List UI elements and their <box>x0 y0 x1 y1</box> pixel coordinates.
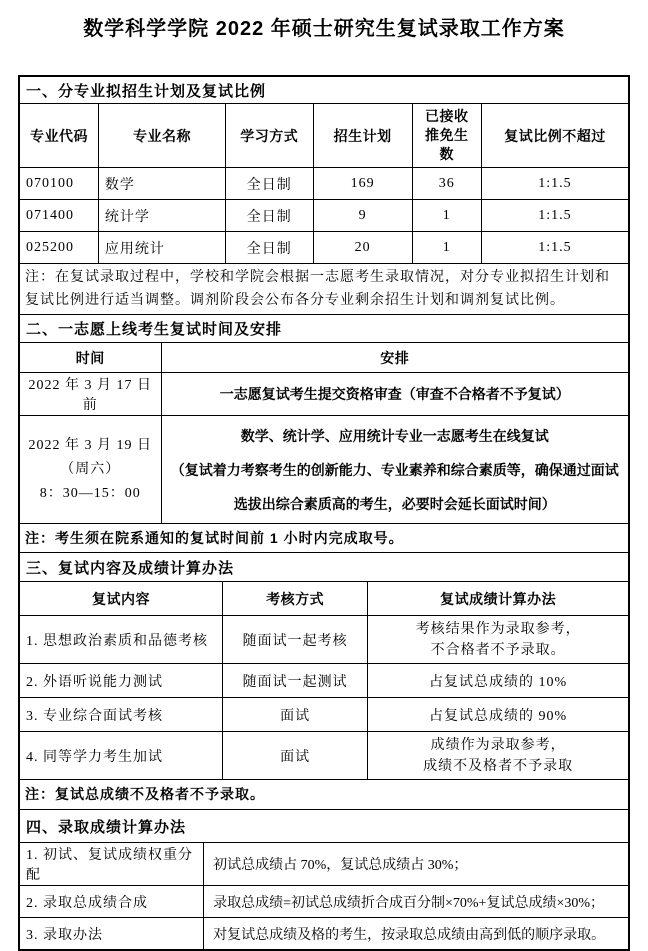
cell-major-name: 数学 <box>98 168 225 200</box>
cell-description: 初试总成绩占 70%，复试总成绩占 30%； <box>204 843 628 886</box>
section1-note: 注：在复试录取过程中，学校和学院会根据一志愿考生录取情况，对分专业拟招生计划和复试比例进行适当调整。调剂阶段会公布各分专业剩余招生计划和调剂复试比例。 <box>20 264 628 315</box>
section3-heading-row <box>20 553 628 582</box>
cell-exempt-accepted: 36 <box>412 168 481 200</box>
table-row <box>20 168 628 200</box>
cell-score-calc: 占复试总成绩的 90% <box>368 698 628 732</box>
cell-retest-ratio: 1:1.5 <box>481 232 628 264</box>
document-body <box>18 75 630 951</box>
cell-score-calc: 占复试总成绩的 10% <box>368 664 628 698</box>
section1-header-row <box>20 104 628 168</box>
col-header-time: 时间 <box>20 343 161 373</box>
cell-description: 录取总成绩=初试总成绩折合成百分制×70%+复试总成绩×30%； <box>204 886 628 918</box>
table-row <box>20 732 628 780</box>
cell-retest-content: 2. 外语听说能力测试 <box>20 664 222 698</box>
score-calc-line: 成绩不及格者不予录取 <box>423 758 574 774</box>
cell-study-mode: 全日制 <box>225 200 313 232</box>
col-header-retest-ratio: 复试比例不超过 <box>481 104 628 168</box>
section3-note-row <box>20 780 628 810</box>
arrangement-line-detail: （复试着力考察考生的创新能力、专业素养和综合素质等，确保通过面试选拔出综合素质高的考生，必要时会延长面试时间） <box>170 461 619 512</box>
section2-header-row <box>20 343 628 373</box>
section1-admission-plan-table <box>20 77 628 315</box>
table-row <box>20 843 628 886</box>
cell-major-name: 应用统计 <box>98 232 225 264</box>
section1-heading-row <box>20 77 628 104</box>
col-header-assess-method: 考核方式 <box>222 582 367 616</box>
col-header-retest-content: 复试内容 <box>20 582 222 616</box>
table-row <box>20 200 628 232</box>
section2-note: 注：考生须在院系通知的复试时间前 1 小时内完成取号。 <box>20 524 628 553</box>
section3-heading: 三、复试内容及成绩计算办法 <box>20 553 628 582</box>
cell-description: 对复试总成绩及格的考生，按录取总成绩由高到低的顺序录取。 <box>204 918 628 950</box>
col-header-exempt-accepted: 已接收推免生数 <box>412 104 481 168</box>
score-calc-line: 不合格者不予录取。 <box>430 642 566 658</box>
col-header-major-code: 专业代码 <box>20 104 98 168</box>
cell-enroll-plan: 20 <box>313 232 412 264</box>
cell-assess-method: 随面试一起测试 <box>222 664 367 698</box>
cell-enroll-plan: 9 <box>313 200 412 232</box>
cell-retest-ratio: 1:1.5 <box>481 168 628 200</box>
cell-retest-content: 1. 思想政治素质和品德考核 <box>20 616 222 664</box>
score-calc-line: 考核结果作为录取参考， <box>415 621 581 637</box>
table-row <box>20 616 628 664</box>
section4-heading: 四、录取成绩计算办法 <box>20 810 628 843</box>
cell-study-mode: 全日制 <box>225 168 313 200</box>
table-row <box>20 886 628 918</box>
cell-assess-method: 面试 <box>222 732 367 780</box>
time-line-weekday: （周六） <box>60 461 121 477</box>
cell-score-calc <box>368 732 628 780</box>
cell-retest-content: 3. 专业综合面试考核 <box>20 698 222 732</box>
cell-item: 1. 初试、复试成绩权重分配 <box>20 843 204 886</box>
table-row <box>20 373 628 416</box>
table-row <box>20 698 628 732</box>
cell-item: 2. 录取总成绩合成 <box>20 886 204 918</box>
cell-time: 2022 年 3 月 17 日前 <box>20 373 161 416</box>
section3-note: 注：复试总成绩不及格者不予录取。 <box>20 780 628 810</box>
cell-arrangement: 一志愿复试考生提交资格审查（审查不合格者不予复试） <box>161 373 628 416</box>
page-title: 数学科学学院 2022 年硕士研究生复试录取工作方案 <box>83 18 565 40</box>
section2-heading: 二、一志愿上线考生复试时间及安排 <box>20 315 628 343</box>
col-header-enroll-plan: 招生计划 <box>313 104 412 168</box>
col-header-major-name: 专业名称 <box>98 104 225 168</box>
table-row <box>20 918 628 950</box>
cell-major-code: 070100 <box>20 168 98 200</box>
cell-retest-content: 4. 同等学力考生加试 <box>20 732 222 780</box>
col-header-study-mode: 学习方式 <box>225 104 313 168</box>
time-line-date: 2022 年 3 月 19 日 <box>28 437 153 453</box>
section1-note-row <box>20 264 628 315</box>
table-row <box>20 416 628 524</box>
section2-schedule-table <box>20 314 628 553</box>
arrangement-line-main: 数学、统计学、应用统计专业一志愿考生在线复试 <box>240 427 549 444</box>
cell-arrangement <box>161 416 628 524</box>
cell-item: 3. 录取办法 <box>20 918 204 950</box>
table-row <box>20 664 628 698</box>
section3-header-row <box>20 582 628 616</box>
cell-time <box>20 416 161 524</box>
cell-major-name: 统计学 <box>98 200 225 232</box>
cell-major-code: 025200 <box>20 232 98 264</box>
section4-heading-row <box>20 810 628 843</box>
section2-heading-row <box>20 315 628 343</box>
section3-retest-content-table <box>20 552 628 810</box>
cell-assess-method: 面试 <box>222 698 367 732</box>
time-line-hours: 8：30—15：00 <box>39 485 141 501</box>
cell-enroll-plan: 169 <box>313 168 412 200</box>
cell-major-code: 071400 <box>20 200 98 232</box>
col-header-arrangement: 安排 <box>161 343 628 373</box>
cell-score-calc <box>368 616 628 664</box>
col-header-score-calc: 复试成绩计算办法 <box>368 582 628 616</box>
section1-heading: 一、分专业拟招生计划及复试比例 <box>20 77 628 104</box>
table-row <box>20 232 628 264</box>
cell-assess-method: 随面试一起考核 <box>222 616 367 664</box>
section2-note-row <box>20 524 628 553</box>
score-calc-line: 成绩作为录取参考， <box>430 737 566 753</box>
section4-admission-score-table <box>20 809 628 949</box>
cell-retest-ratio: 1:1.5 <box>481 200 628 232</box>
cell-study-mode: 全日制 <box>225 232 313 264</box>
cell-exempt-accepted: 1 <box>412 200 481 232</box>
cell-exempt-accepted: 1 <box>412 232 481 264</box>
